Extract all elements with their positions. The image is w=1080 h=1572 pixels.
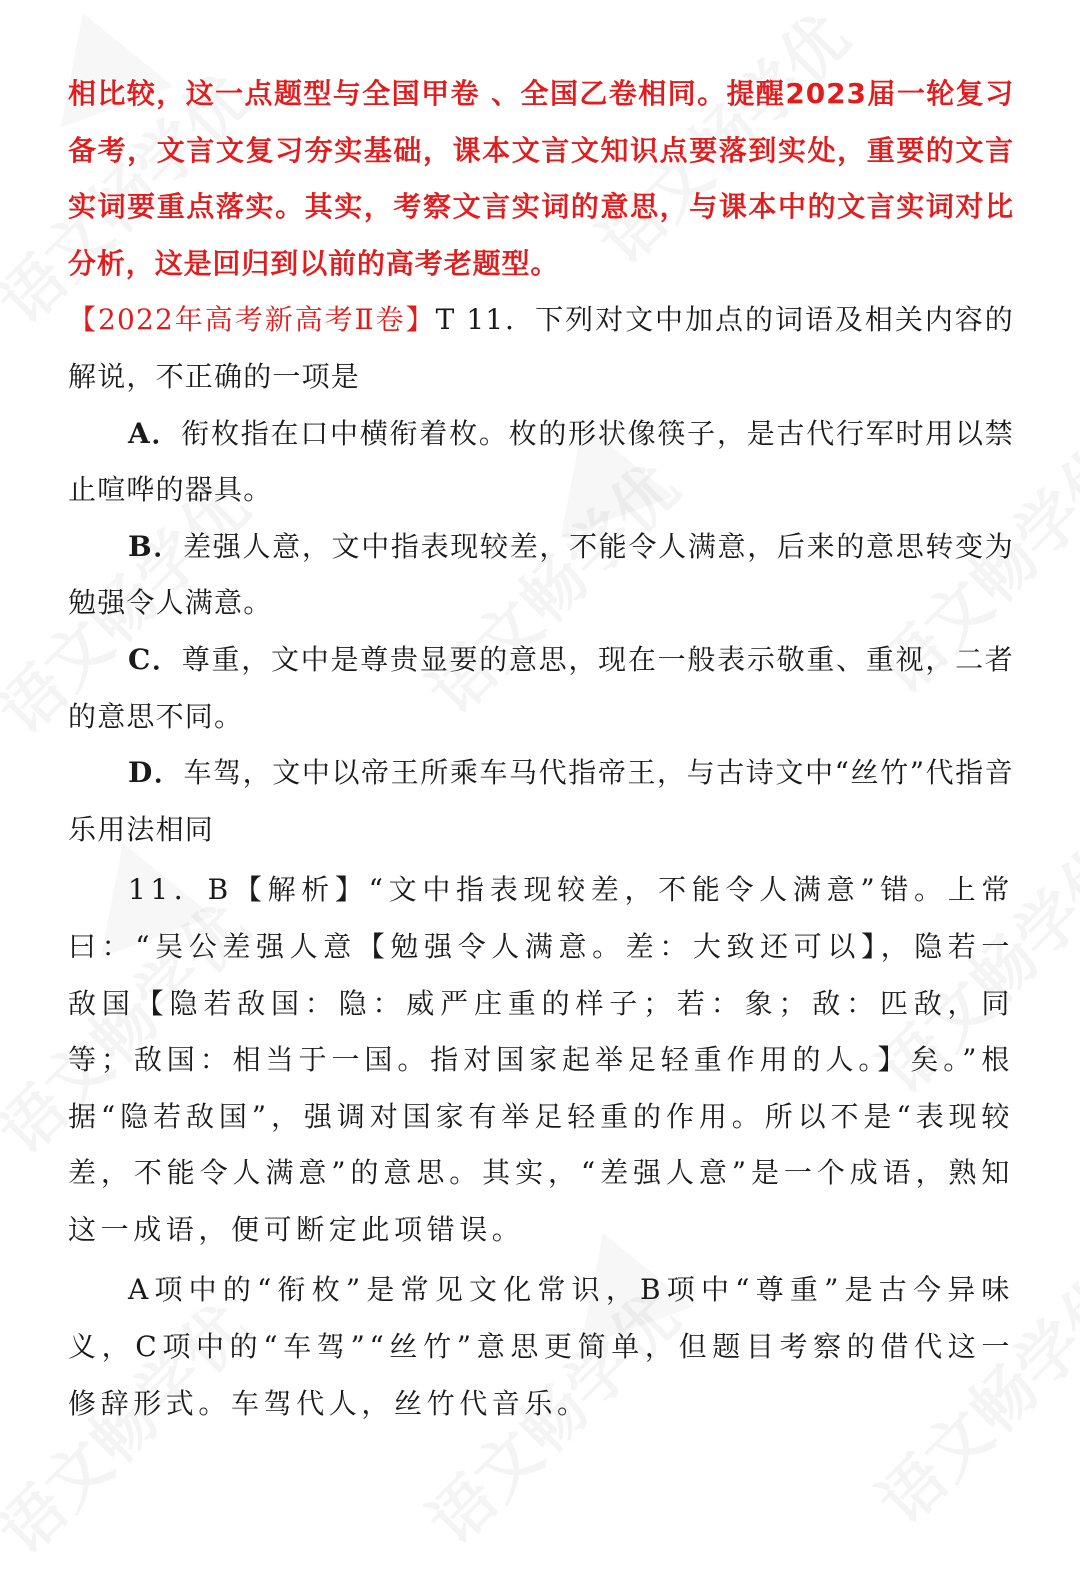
question-stem <box>68 292 1014 405</box>
question-text: T 11．下列对文中加点的词语及相关内容的解说，不正确的一项是 <box>68 303 1014 393</box>
document-body <box>68 66 1014 1432</box>
option-text: 尊重，文中是尊贵显要的意思，现在一般表示敬重、重视，二者的意思不同。 <box>68 642 1015 733</box>
option-text: 车驾，文中以帝王所乘车马代指帝王，与古诗文中“丝竹”代指音乐用法相同 <box>68 756 1014 846</box>
option-letter: B． <box>128 529 184 563</box>
option-b <box>68 519 1014 632</box>
option-text: 差强人意，文中指表现较差，不能令人满意，后来的意思转变为勉强令人满意。 <box>68 529 1014 620</box>
answer-analysis: 11．B【解析】“文中指表现较差，不能令人满意”错。上常曰：“吴公差强人意【勉强令人满意。差：大致还可以】，隐若一敌国【隐若敌国：隐：威严庄重的样子；若：象；敌：匹敌，同等；敌国：相当于一国。指对国家起举足轻重作用的人。】矣。”根据“隐若敌国”，强调对国家有举足轻重的作用。所以不是“表现较差，不能令人满意”的意思。其实，“差强人意”是一个成语，熟知这一成语，便可断定此项错误。 <box>68 873 1014 1246</box>
option-letter: A． <box>128 416 182 450</box>
option-text: 衔枚指在口中横衔着枚。枚的形状像筷子，是古代行军时用以禁止喧哗的器具。 <box>68 416 1014 507</box>
answer-note: A项中的“衔枚”是常见文化常识，B项中“尊重”是古今异味义，C项中的“车驾”“丝竹”意思更简单，但题目考察的借代这一修辞形式。车驾代人，丝竹代音乐。 <box>68 1273 1014 1420</box>
option-letter: D． <box>128 756 184 790</box>
option-d <box>68 745 1014 858</box>
option-a <box>68 406 1014 519</box>
intro-paragraph: 相比较，这一点题型与全国甲卷 、全国乙卷相同。提醒2023届一轮复习备考，文言文复习夯实基础，课本文言文知识点要落到实处，重要的文言实词要重点落实。其实，考察文言实词的意思，与课本中的文言实词对比分析，这是回归到以前的高考老题型。 <box>68 77 1014 280</box>
option-letter: C． <box>128 642 182 676</box>
question-source-tag: 【2022年高考新高考Ⅱ卷】 <box>68 303 436 337</box>
option-c <box>68 632 1014 745</box>
